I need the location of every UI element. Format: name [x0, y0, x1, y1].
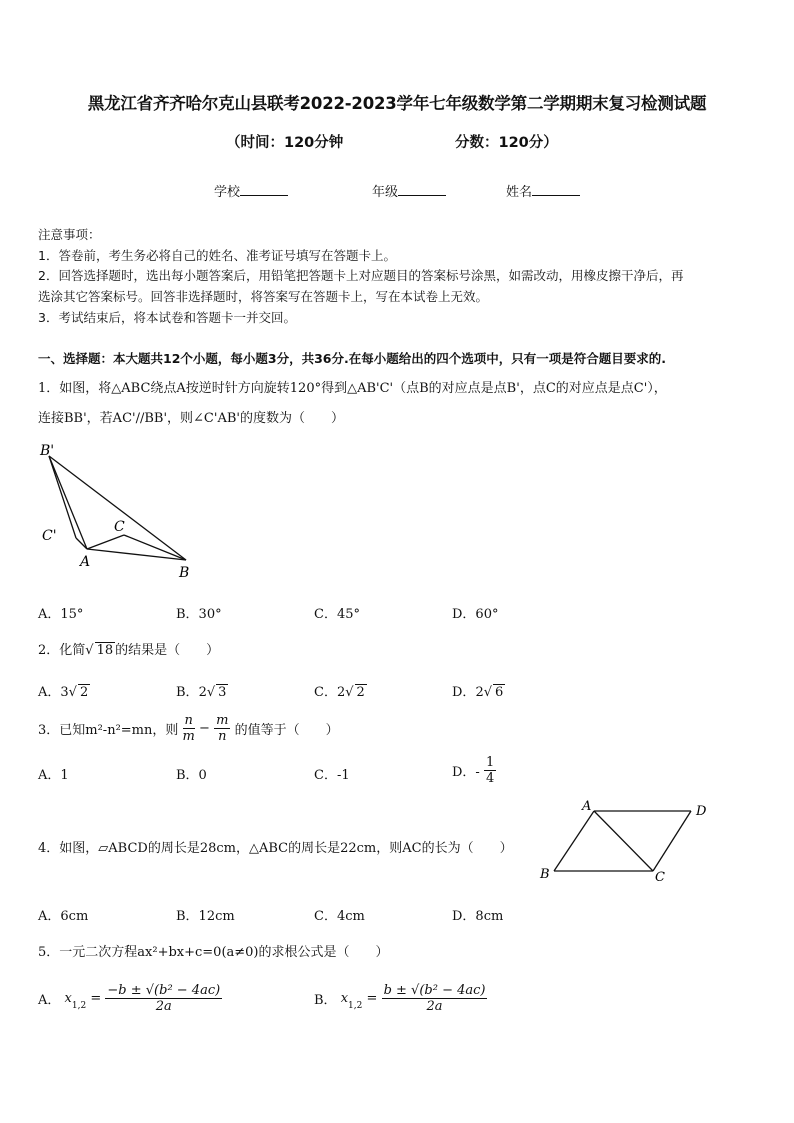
q2-stem-tail: 的结果是（ ） [115, 643, 220, 658]
label-b-prime: B' [40, 443, 55, 459]
q1-stem-line1: 1．如图，将△ABC绕点A按逆时针方向旋转120°得到△AB'C'（点B的对应点是点B'，点C的对应点是点C'）， [38, 381, 667, 396]
label-c: C [655, 870, 665, 885]
q3-option-d: D．- $\frac{1}{4}$ [452, 755, 495, 786]
q1-triangle-figure [36, 438, 206, 583]
q5-option-a-formula: $\frac{\text{−b ± √(b² − 4ac)}}{2a}$ [107, 983, 221, 1014]
school-label: 学校 [214, 185, 241, 200]
q5-option-a: A． $x_{1,2}$ = $\frac{\text{−b ± √(b² − 4ac)}}{2a}$ [38, 983, 221, 1014]
notice-item: 3．考试结束后，将本试卷和答题卡一并交回。 [38, 310, 296, 325]
notice-heading: 注意事项： [38, 227, 101, 242]
name-blank [532, 183, 580, 196]
q2-option-c: C．2√ 2 [314, 685, 365, 700]
q5-stem: 5．一元二次方程ax²+bx+c=0(a≠0)的求根公式是（ ） [38, 945, 389, 960]
name-label: 姓名 [506, 185, 533, 200]
q2-stem: 2．化简√ 18 的结果是（ ） [38, 643, 220, 658]
q3-option-a: A．1 [38, 768, 69, 783]
name-field [506, 181, 580, 200]
school-field [214, 181, 288, 200]
grade-label: 年级 [372, 185, 399, 200]
q2-option-d: D．2√ 6 [452, 685, 504, 700]
q3-option-b: B．0 [176, 768, 207, 783]
score-label: 分数：120分） [455, 135, 558, 151]
grade-blank [398, 183, 446, 196]
label-b: B [179, 565, 190, 581]
label-c: C [114, 519, 125, 535]
q4-parallelogram-figure [536, 797, 716, 887]
time-label: （时间：120分钟 [226, 135, 344, 151]
notice-item: 选涂其它答案标号。回答非选择题时，将答案写在答题卡上，写在本试卷上无效。 [38, 289, 489, 304]
label-d: D [696, 804, 707, 819]
q3-fraction-m-over-n: $\frac{m}{n}$ [216, 713, 229, 744]
q2-stem-text: 2．化简 [38, 643, 86, 658]
label-a: A [582, 799, 592, 814]
notice-item: 1．答卷前，考生务必将自己的姓名、准考证号填写在答题卡上。 [38, 248, 396, 263]
label-c-prime: C' [42, 528, 57, 544]
q1-option-b: B．30° [176, 607, 222, 622]
label-b: B [540, 867, 550, 882]
notice-item: 2．回答选择题时，选出每小题答案后，用铅笔把答题卡上对应题目的答案标号涂黑，如需改动，用橡皮擦干净后，再 [38, 268, 684, 283]
q2-option-b: B．2√ 3 [176, 685, 227, 700]
q3-option-c: C．-1 [314, 768, 350, 783]
q4-option-d: D．8cm [452, 909, 504, 924]
q3-stem-tail: 的值等于（ ） [234, 723, 339, 738]
label-a: A [80, 554, 91, 570]
q5-option-b-formula: $\frac{\text{b ± √(b² − 4ac)}}{2a}$ [383, 983, 486, 1014]
q1-option-a: A．15° [38, 607, 84, 622]
grade-field [372, 181, 446, 200]
q4-option-b: B．12cm [176, 909, 235, 924]
q2-radicand: 18 [96, 643, 114, 658]
q5-option-b: B． $x_{1,2}$ = $\frac{\text{b ± √(b² − 4ac)}}{2a}$ [314, 983, 486, 1014]
q3-stem-text: 3．已知m²-n²=mn，则 [38, 723, 179, 738]
q3-option-d-fraction: $\frac{1}{4}$ [485, 755, 495, 786]
school-blank [240, 183, 288, 196]
page-title: 黑龙江省齐齐哈尔克山县联考2022-2023学年七年级数学第二学期期末复习检测试题 [87, 94, 707, 113]
q3-fraction-n-over-m: $\frac{n}{m}$ [182, 713, 195, 744]
q2-option-a: A．3√ 2 [38, 685, 89, 700]
q1-option-d: D．60° [452, 607, 499, 622]
q4-option-a: A．6cm [38, 909, 89, 924]
q4-stem: 4．如图，▱ABCD的周长是28cm，△ABC的周长是22cm，则AC的长为（ ） [38, 841, 513, 856]
q1-option-c: C．45° [314, 607, 360, 622]
q4-option-c: C．4cm [314, 909, 365, 924]
q3-stem: 3．已知m²-n²=mn，则 $\frac{n}{m}$ − $\frac{m}{n}$ 的值等于（ ） [38, 713, 339, 744]
q1-stem-line2: 连接BB'，若AC'//BB'，则∠C'AB'的度数为（ ） [38, 411, 344, 426]
section-heading: 一、选择题：本大题共12个小题，每小题3分，共36分.在每小题给出的四个选项中，只有一项是符合题目要求的. [38, 351, 666, 366]
